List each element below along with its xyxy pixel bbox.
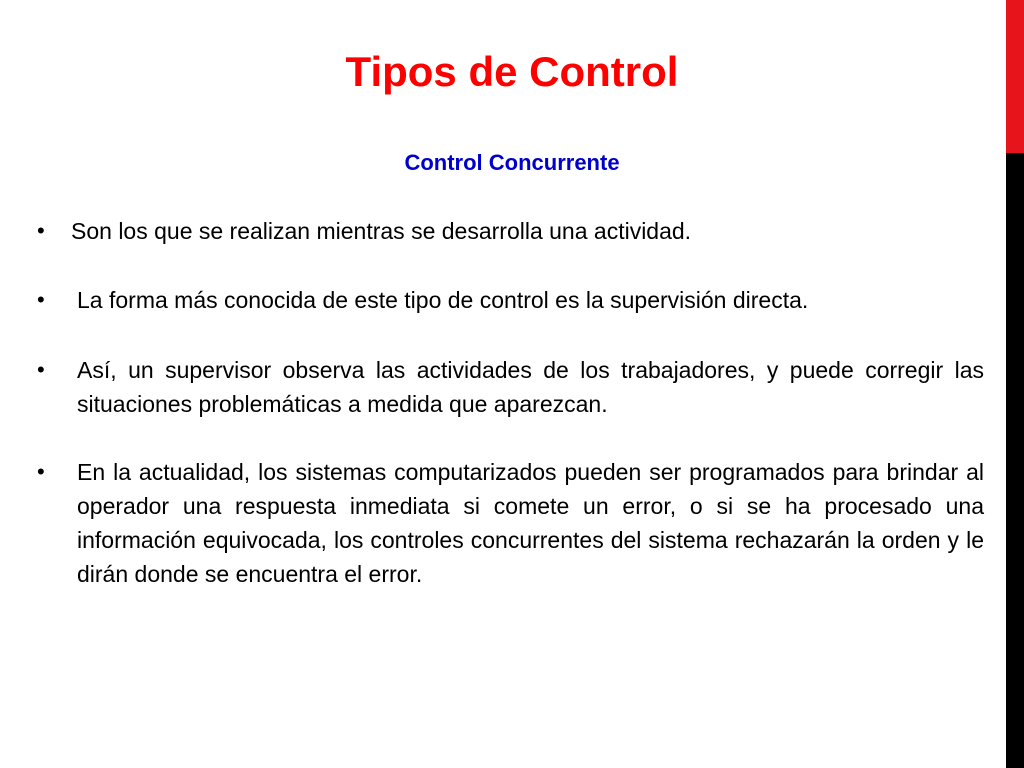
bullet-text: Así, un supervisor observa las actividades de los trabajadores, y puede corregir las situaciones problemáticas a medida que aparezcan. (77, 357, 984, 417)
side-accent-bar-black (1006, 153, 1024, 768)
slide-title: Tipos de Control (345, 48, 679, 95)
slide-subtitle: Control Concurrente (404, 150, 620, 175)
bullet-text: Son los que se realizan mientras se desarrolla una actividad. (71, 218, 692, 244)
side-accent-bar (1006, 0, 1024, 768)
bullet-icon: • (37, 218, 45, 243)
bullet-text: En la actualidad, los sistemas computarizados pueden ser programados para brindar al operador una respuesta inmediata si comete un error, o si se ha procesado una información equivocada, los controles concurrentes del sistema rechazarán la orden y le dirán donde se encuentra el error. (77, 459, 984, 587)
bullet-icon: • (37, 459, 45, 484)
bullet-text: La forma más conocida de este tipo de control es la supervisión directa. (77, 287, 809, 313)
bullet-icon: • (37, 357, 45, 382)
bullet-icon: • (37, 287, 45, 312)
